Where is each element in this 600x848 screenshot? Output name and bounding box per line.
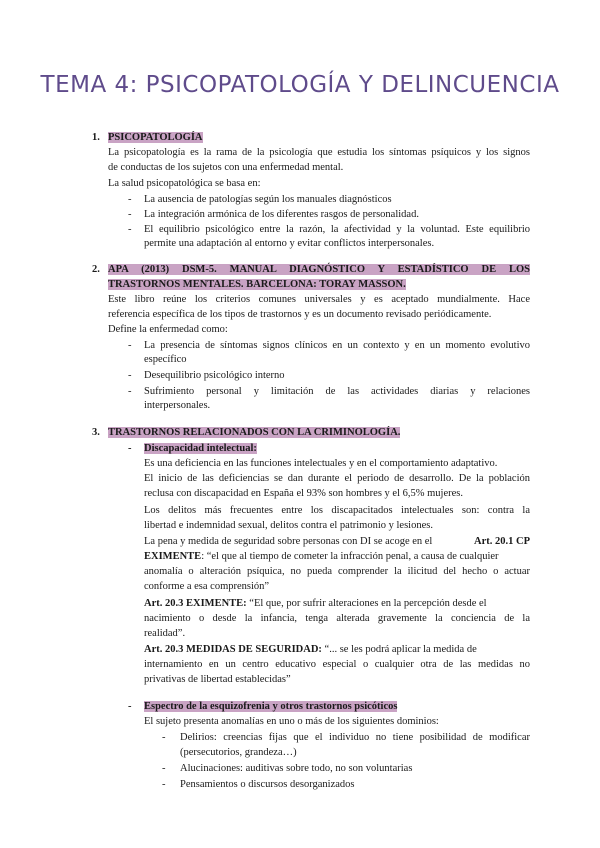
section-1-heading-text: PSICOPATOLOGÍA (108, 132, 203, 143)
subsection-1-line: reclusa con discapacidad en España el 93% son hombres y el 6,5% mujeres. (144, 488, 463, 499)
section-3-heading (108, 425, 400, 440)
subsection-1-line: Es una deficiencia en las funciones intelectuales y en el comportamiento adaptativo. (144, 458, 498, 469)
subsection-1-line-eximente (144, 549, 530, 564)
subsection-1-line: nacimiento o desde la infancia, tenga alterada gravemente la conciencia de la (144, 613, 530, 624)
list-item: Alucinaciones: auditivas sobre todo, no son voluntarias (180, 763, 413, 774)
eximente-label: EXIMENTE (144, 551, 202, 562)
subsection-1-line: privativas de libertad establecidas” (144, 674, 291, 685)
bullet-dash: - (128, 194, 132, 205)
section-3-number: 3. (92, 427, 100, 438)
section-1-number: 1. (92, 132, 100, 143)
subsection-1-line-medidas (144, 642, 530, 657)
subsection-1-line-art-20-3 (144, 596, 530, 611)
list-item-continuation: (persecutorios, grandeza…) (180, 747, 297, 758)
list-item: La presencia de síntomas signos clínicos en un contexto y en un momento evolutivo (144, 340, 530, 351)
article-20-1-label: Art. 20.1 CP (474, 536, 530, 547)
section-1-paragraph-line-1: La psicopatología es la rama de la psicología que estudia los síntomas psíquicos y los signos (108, 147, 530, 158)
subsection-1-line: anomalía o alteración psíquica, no pueda comprender la ilicitud del hecho o actuar (144, 566, 530, 577)
section-1-paragraph-line-2: de conductas de los sujetos con una enfermedad mental. (108, 162, 344, 173)
list-item-continuation: permite una adaptación al entorno y evitar conflictos interpersonales. (144, 238, 435, 249)
list-item-continuation: interpersonales. (144, 400, 211, 411)
bullet-dash: - (128, 209, 132, 220)
section-2-heading-text-2: TRASTORNOS MENTALES. BARCELONA: TORAY MASSON. (108, 279, 406, 290)
subsection-1-line: internamiento en un centro educativo especial o cualquier otra de las medidas no (144, 659, 530, 670)
list-item-continuation: específico (144, 354, 187, 365)
subsection-1-line: El inicio de las deficiencias se dan durante el periodo de desarrollo. De la población (144, 473, 530, 484)
list-item: La integración armónica de los diferentes rasgos de personalidad. (144, 209, 419, 220)
section-1-heading (108, 130, 203, 145)
section-2-number: 2. (92, 264, 100, 275)
subsection-1-line: libertad e indemnidad sexual, delitos contra el patrimonio y lesiones. (144, 520, 433, 531)
subsection-2-intro: El sujeto presenta anomalías en uno o más de los siguientes dominios: (144, 716, 439, 727)
article-20-3-eximente-label: Art. 20.3 EXIMENTE: (144, 598, 247, 609)
section-2-paragraph-2: Define la enfermedad como: (108, 324, 228, 335)
section-3-heading-text: TRASTORNOS RELACIONADOS CON LA CRIMINOLOGÍA. (108, 427, 401, 438)
bullet-dash: - (162, 732, 166, 743)
section-2-heading-line-2 (108, 277, 406, 292)
list-item: Pensamientos o discursos desorganizados (180, 779, 355, 790)
list-item: El equilibrio psicológico entre la razón, la afectividad y la voluntad. Este equilibrio (144, 224, 530, 235)
section-2-paragraph-line-2: referencia específica de los tipos de trastornos y es un documento revisado periódicamente. (108, 309, 492, 320)
section-2-paragraph-line-1: Este libro reúne los criterios comunes universales y es aceptado mundialmente. Hace (108, 294, 530, 305)
article-20-3-medidas-label: Art. 20.3 MEDIDAS DE SEGURIDAD: (144, 644, 322, 655)
bullet-dash: - (128, 701, 132, 712)
bullet-dash: - (128, 370, 132, 381)
list-item: La ausencia de patologías según los manuales diagnósticos (144, 194, 392, 205)
bullet-dash: - (128, 340, 132, 351)
list-item: Desequilibrio psicológico interno (144, 370, 285, 381)
page-title: TEMA 4: PSICOPATOLOGÍA Y DELINCUENCIA (40, 72, 560, 98)
medidas-text: “... se les podrá aplicar la medida de (321, 644, 477, 655)
section-2-heading-line-1 (108, 262, 530, 277)
section-1-paragraph-2: La salud psicopatológica se basa en: (108, 178, 261, 189)
subsection-1-heading (144, 441, 257, 456)
bullet-dash: - (128, 386, 132, 397)
bullet-dash: - (128, 224, 132, 235)
article-20-3-text: “El que, por sufrir alteraciones en la percepción desde el (246, 598, 487, 609)
eximente-text: : “el que al tiempo de cometer la infracción penal, a causa de cualquier (201, 551, 499, 562)
bullet-dash: - (162, 779, 166, 790)
bullet-dash: - (162, 763, 166, 774)
subsection-1-line-penalty (144, 534, 530, 549)
subsection-2-heading-text: Espectro de la esquizofrenia y otros trastornos psicóticos (144, 701, 398, 712)
section-2-heading-text-1: APA (2013) DSM-5. MANUAL DIAGNÓSTICO Y ESTADÍSTICO DE LOS (108, 264, 530, 275)
subsection-1-line: Los delitos más frecuentes entre los discapacitados intelectuales son: contra la (144, 505, 530, 516)
subsection-1-line: realidad”. (144, 628, 186, 639)
bullet-dash: - (128, 443, 132, 454)
list-item: Delirios: creencias fijas que el individuo no tiene posibilidad de modificar (180, 732, 530, 743)
list-item: Sufrimiento personal y limitación de las actividades diarias y relaciones (144, 386, 530, 397)
subsection-1-line: conforme a esa comprensión” (144, 581, 270, 592)
subsection-2-heading (144, 699, 397, 714)
penalty-text: La pena y medida de seguridad sobre personas con DI se acoge en el (144, 536, 433, 547)
subsection-1-heading-text: Discapacidad intelectual: (144, 443, 257, 454)
